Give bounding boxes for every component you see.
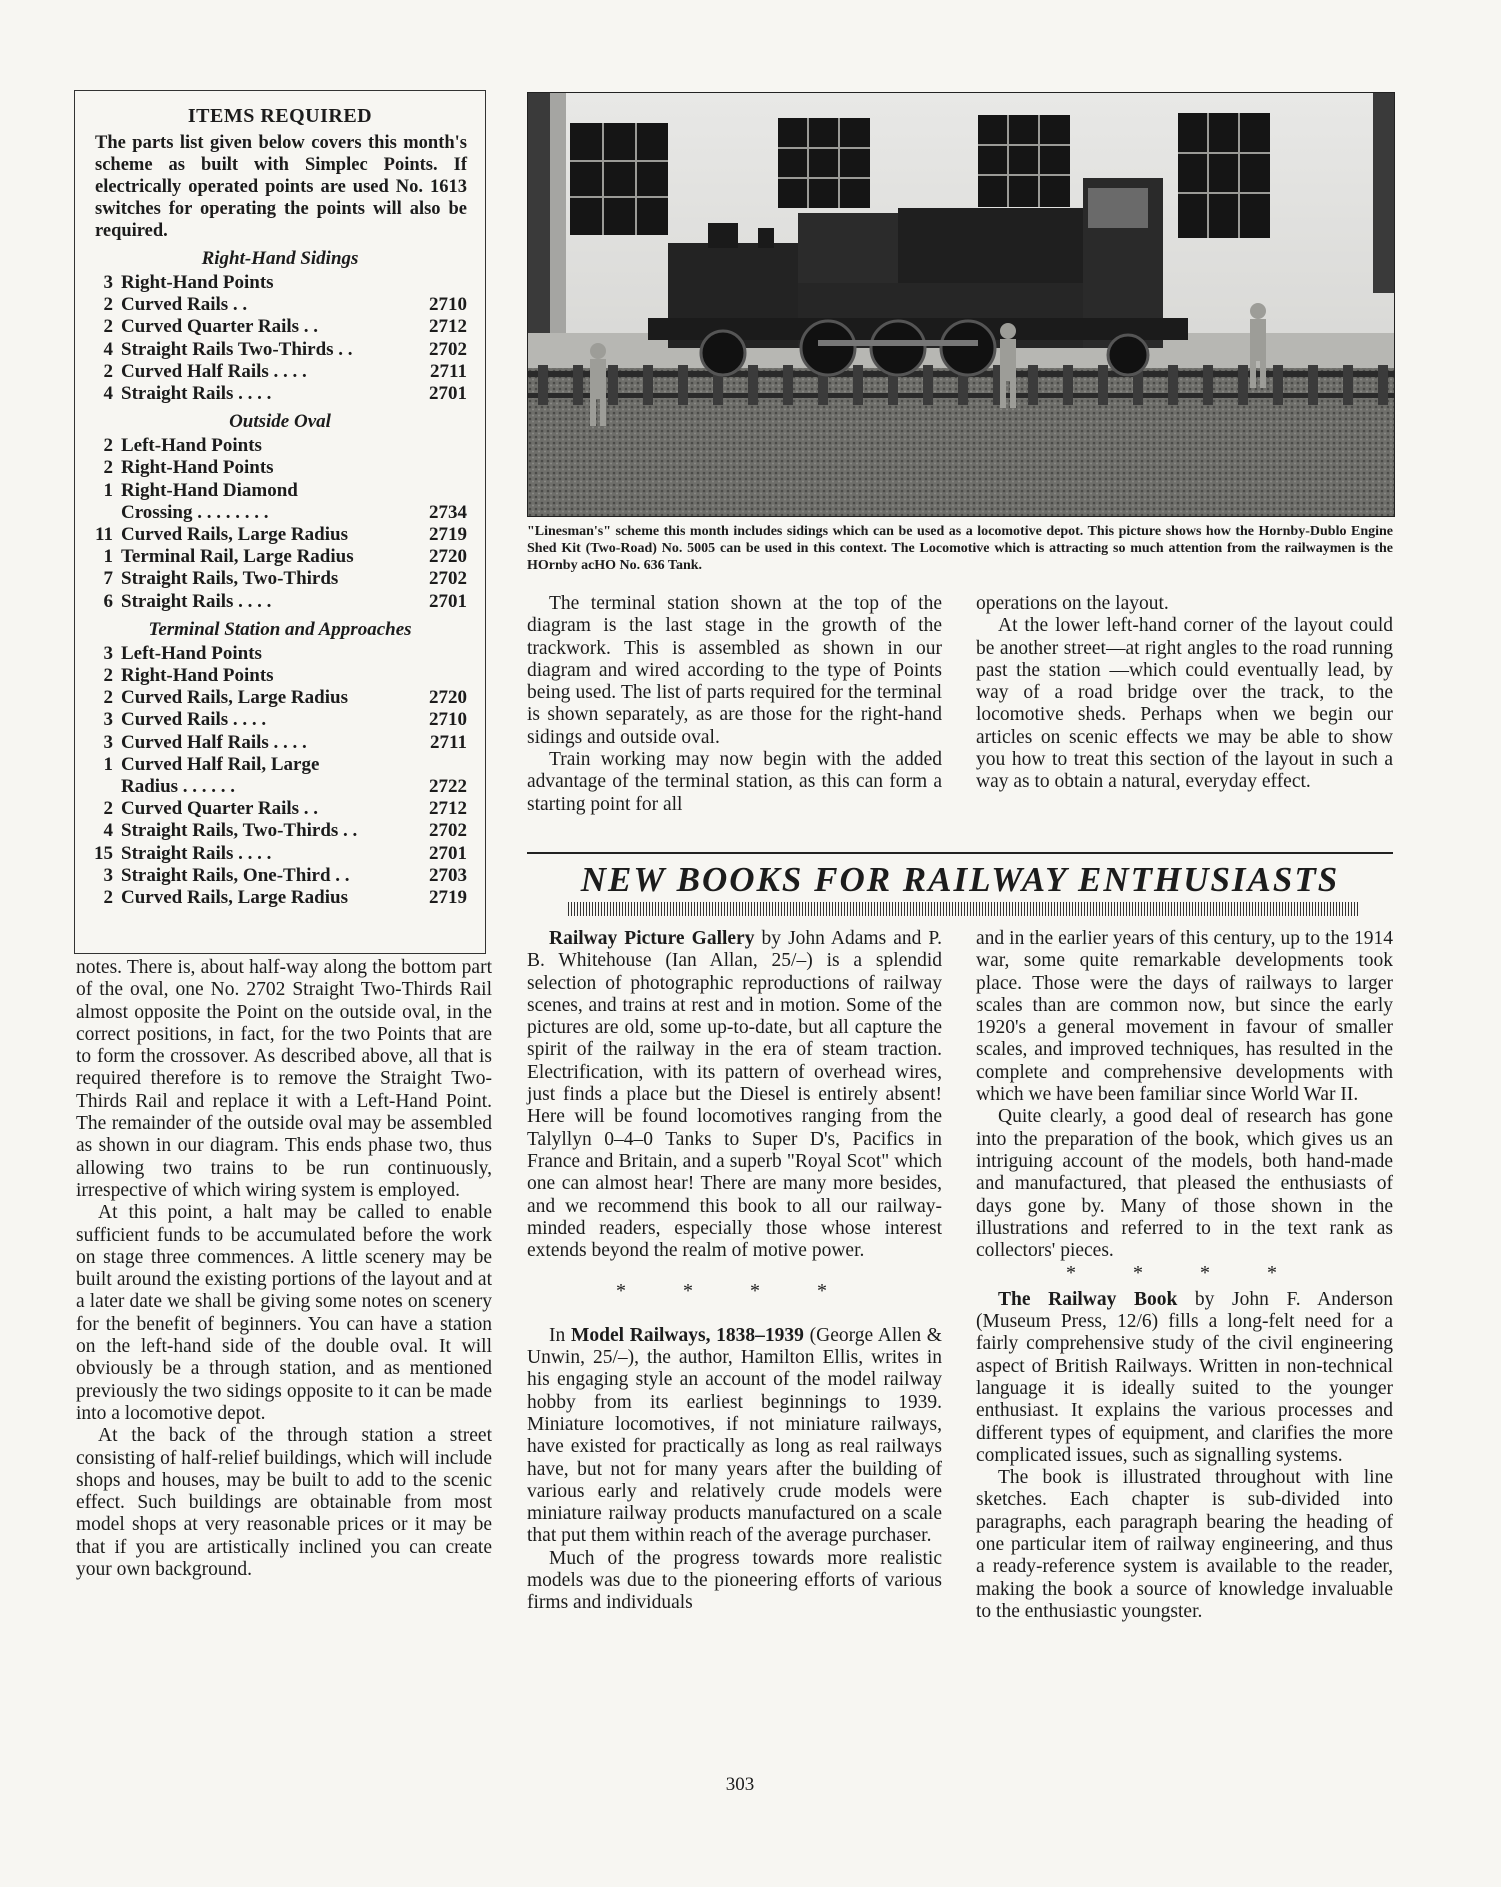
parts-row <box>75 687 485 709</box>
parts-section-heading: Terminal Station and Approaches <box>148 618 412 640</box>
paragraph: At the lower left-hand corner of the layout could be another street—at right angles to the road running past the station —which could eventually lead, by way of a road bridge over the track, to the locomotive sheds. Perhaps when we begin our articles on scenic effects we may be able to show you how to treat this section of the layout in such a way as to obtain a natural, everyday effect. <box>976 615 1393 793</box>
part-code: 2711 <box>430 360 467 382</box>
parts-row <box>75 798 485 820</box>
part-name: Curved Half Rail, Large <box>121 753 320 775</box>
book-title: Model Railways, 1838–1939 <box>570 1324 804 1346</box>
part-qty: 2 <box>103 887 113 909</box>
parts-row <box>75 643 485 665</box>
part-qty: 1 <box>103 546 113 568</box>
part-name: Radius . . . . . . <box>121 776 236 798</box>
parts-row <box>75 480 485 502</box>
part-code: 2719 <box>429 524 467 546</box>
locomotive-shed-image <box>528 93 1394 516</box>
part-qty: 2 <box>103 457 113 479</box>
book-review-text: by John Adams and P. B. Whitehouse (Ian Allan, 25/–) is a splendid selection of photographic reproductions of railway scenes, and trains at rest and in motion. Some of the pictures are old, some up-to-date, but all capture the spirit of the railway in the era of steam traction. Electrification, with its pattern of overhead wires, just finds a place but the Diesel is entirely absent! Here will be found locomotives ranging from the Talyllyn 0–4–0 Tanks to Super D's, Pacifics in France and Britain, and a superb "Royal Scot" which one can almost hear! There are many more besides, and we recommend this book to all our railway-minded readers, especially those whose interest extends beyond the realm of motive power. <box>527 928 942 1262</box>
part-name: Straight Rails . . . . <box>121 383 272 405</box>
books-column-2 <box>976 928 1393 1623</box>
separator-stars: * * * * <box>1066 1262 1303 1285</box>
part-name: Straight Rails, Two-Thirds <box>121 568 339 590</box>
paragraph: Quite clearly, a good deal of research has gone into the preparation of the book, which gives us an intriguing account of the models, both hand-made and manufactured, that pleased the enthusiasts of days gone by. Many of those shown in the illustrations and referred to in the text rank as collectors' pieces. <box>976 1106 1393 1262</box>
part-code: 2701 <box>429 842 467 864</box>
part-code: 2712 <box>429 798 467 820</box>
part-qty: 2 <box>103 294 113 316</box>
parts-row <box>75 272 485 294</box>
part-name: Curved Half Rails . . . . <box>121 731 307 753</box>
part-name: Right-Hand Diamond <box>121 479 298 501</box>
page-number: 303 <box>725 1774 755 1795</box>
part-code: 2711 <box>430 731 467 753</box>
paragraph: The book is illustrated throughout with line sketches. Each chapter is sub-divided into paragraphs, each paragraph bearing the heading of one particular item of railway engineering, and thus a ready-reference system is available to the reader, making the book a source of knowledge invaluable to the enthusiastic youngster. <box>976 1467 1393 1622</box>
part-qty: 3 <box>103 731 113 753</box>
book-review-1 <box>527 928 942 1262</box>
part-qty: 2 <box>103 435 113 457</box>
book-title: The Railway Book <box>998 1288 1178 1310</box>
parts-row <box>75 865 485 887</box>
part-qty: 15 <box>94 842 113 864</box>
items-intro: The parts list given below covers this month's scheme as built with Simplec Points. If electrically operated points are used No. 1613 switches for operating the points will also be required. <box>95 133 467 241</box>
books-column-1 <box>527 928 942 1615</box>
part-code: 2702 <box>429 338 467 360</box>
part-qty: 1 <box>103 753 113 775</box>
book-review-3 <box>976 1289 1393 1467</box>
parts-row <box>75 754 485 776</box>
part-qty: 4 <box>103 383 113 405</box>
part-code: 2719 <box>429 887 467 909</box>
book-review-2 <box>527 1325 942 1548</box>
paragraph: operations on the layout. <box>976 593 1169 614</box>
paragraph: and in the earlier years of this century, up to the 1914 war, some quite remarkable developments took place. Those were the days of railways to larger scales than are common now, but since the early 1920's a general movement in favour of smaller scales, and improved techniques, has resulted in the complete and comprehensive developments with which we have been familiar since World War II. <box>976 928 1393 1106</box>
parts-row <box>75 665 485 687</box>
part-name: Curved Rails, Large Radius <box>121 887 348 909</box>
parts-list <box>75 248 485 909</box>
part-qty: 3 <box>103 709 113 731</box>
part-code: 2720 <box>429 546 467 568</box>
part-name: Curved Rails . . <box>121 294 248 316</box>
part-name: Curved Rails . . . . <box>121 709 267 731</box>
part-name: Right-Hand Points <box>121 665 274 687</box>
part-name: Crossing . . . . . . . . <box>121 501 269 523</box>
part-qty: 11 <box>95 524 113 546</box>
paragraph: notes. There is, about half-way along the bottom part of the oval, one No. 2702 Straight Two-Thirds Rail almost opposite the Point on the outside oval, in the correct positions, in fact, for the two Points that are to form the crossover. As described above, all that is required therefore is to remove the Straight Two-Thirds Rail and replace it with a Left-Hand Point. The remainder of the outside oval may be assembled as shown in our diagram. This ends phase two, thus allowing two trains to be run continuously, irrespective of which wiring system is employed. <box>76 957 492 1201</box>
parts-row <box>75 732 485 754</box>
part-qty: 2 <box>103 360 113 382</box>
part-code: 2703 <box>429 864 467 886</box>
part-code: 2710 <box>429 294 467 316</box>
parts-row <box>75 820 485 842</box>
parts-row <box>75 457 485 479</box>
part-qty: 3 <box>103 642 113 664</box>
parts-section-heading: Outside Oval <box>229 411 331 433</box>
part-name: Right-Hand Points <box>121 457 274 479</box>
parts-section-heading: Right-Hand Sidings <box>201 248 359 269</box>
part-name: Straight Rails . . . . <box>121 842 272 864</box>
part-qty: 2 <box>103 687 113 709</box>
book-review-text: (George Allen & Unwin, 25/–), the author, Hamilton Ellis, writes in his engaging style an account of the model railway hobby from its earliest beginnings to 1939. Miniature locomotives, if not miniature railways, have existed for practically as long as real railways have, but not for many years after the building of various early and relatively crude models were miniature railway products manufactured on a scale that put them within reach of the average purchaser. <box>527 1324 942 1547</box>
paragraph: Train working may now begin with the added advantage of the terminal station, as this can form a starting point for all <box>527 749 942 815</box>
parts-row <box>75 887 485 909</box>
part-qty: 4 <box>103 338 113 360</box>
part-qty: 6 <box>103 590 113 612</box>
part-name: Curved Quarter Rails . . <box>121 316 319 338</box>
heading-hatch-decoration <box>568 902 1358 916</box>
mid-column-2 <box>976 593 1393 794</box>
part-qty: 7 <box>103 568 113 590</box>
part-name: Left-Hand Points <box>121 642 262 664</box>
part-code: 2734 <box>429 501 467 523</box>
parts-row <box>75 524 485 546</box>
parts-row <box>75 546 485 568</box>
items-title: ITEMS REQUIRED <box>187 105 373 127</box>
parts-row <box>75 843 485 865</box>
parts-row <box>75 591 485 613</box>
parts-row <box>75 435 485 457</box>
part-code: 2712 <box>429 316 467 338</box>
paragraph: Much of the progress towards more realistic models was due to the pioneering efforts of various firms and individuals <box>527 1547 942 1614</box>
part-name: Right-Hand Points <box>121 272 274 293</box>
part-code: 2702 <box>429 820 467 842</box>
parts-row <box>75 316 485 338</box>
part-code: 2701 <box>429 590 467 612</box>
left-column-text <box>76 957 492 1581</box>
parts-row <box>75 361 485 383</box>
part-name: Straight Rails . . . . <box>121 590 272 612</box>
mid-column-1 <box>527 593 942 816</box>
part-name: Terminal Rail, Large Radius <box>121 546 354 568</box>
parts-row <box>75 776 485 798</box>
part-name: Straight Rails, One-Third . . <box>121 864 350 886</box>
paragraph: At this point, a halt may be called to enable sufficient funds to be accumulated before the work on stage three commences. A little scenery may be built around the existing portions of the layout and at a later date we shall be giving some notes on scenery for the benefit of beginners. You can have a station on the left-hand side of the double oval. It will obviously be a through station, and as mentioned previously the two sidings opposite to it can be made into a locomotive depot. <box>76 1202 492 1424</box>
part-qty: 3 <box>103 272 113 293</box>
items-required-box <box>74 90 486 954</box>
paragraph: At the back of the through station a street consisting of half-relief buildings, which will include shops and houses, may be built to add to the scenic effect. Such buildings are obtainable from most model shops at very reasonable prices or it may be that if you are artistically inclined you can create your own background. <box>76 1425 492 1581</box>
part-name: Left-Hand Points <box>121 435 262 457</box>
parts-row <box>75 568 485 590</box>
part-qty: 4 <box>103 820 113 842</box>
part-name: Straight Rails Two-Thirds . . <box>121 338 353 360</box>
part-qty: 2 <box>103 665 113 687</box>
parts-row <box>75 339 485 361</box>
part-name: Straight Rails, Two-Thirds . . <box>121 820 358 842</box>
review-prefix: In <box>549 1324 571 1346</box>
book-review-text: by John F. Anderson (Museum Press, 12/6) fills a long-felt need for a fairly comprehensive study of the civil engineering aspect of British Railways. Written in non-technical language it is ideally suited to the younger enthusiast. It explains the various processes and different types of equipment, and clarifies the more complicated issues, such as signalling systems. <box>976 1288 1393 1466</box>
paragraph: The terminal station shown at the top of the diagram is the last stage in the growth of the trackwork. This is assembled as shown in our diagram and wired according to the type of Points being used. The list of parts required for the terminal is shown separately, as are those for the right-hand sidings and outside oval. <box>527 593 942 748</box>
part-name: Curved Half Rails . . . . <box>121 360 307 382</box>
parts-row <box>75 294 485 316</box>
part-code: 2710 <box>429 709 467 731</box>
part-code: 2702 <box>429 568 467 590</box>
part-code: 2701 <box>429 383 467 405</box>
locomotive-photo <box>527 92 1395 517</box>
part-name: Curved Rails, Large Radius <box>121 524 348 546</box>
part-qty: 3 <box>103 864 113 886</box>
separator-stars: * * * * <box>616 1280 853 1303</box>
part-qty: 2 <box>103 316 113 338</box>
parts-row <box>75 383 485 405</box>
photo-caption: "Linesman's" scheme this month includes sidings which can be used as a locomotive depot. This picture shows how the Hornby-Dublo Engine Shed Kit (Two-Road) No. 5005 can be used in this context. The Locomotive which is attracting so much attention from the railwaymen is the HOrnby acHO No. 636 Tank. <box>527 524 1393 573</box>
part-code: 2722 <box>429 776 467 798</box>
part-code: 2720 <box>429 687 467 709</box>
parts-row <box>75 502 485 524</box>
part-name: Curved Quarter Rails . . <box>121 798 319 820</box>
part-name: Curved Rails, Large Radius <box>121 687 348 709</box>
section-rule <box>527 852 1393 854</box>
parts-row <box>75 709 485 731</box>
part-qty: 2 <box>103 798 113 820</box>
books-heading: NEW BOOKS FOR RAILWAY ENTHUSIASTS <box>580 860 1340 899</box>
book-title: Railway Picture Gallery <box>549 928 755 949</box>
part-qty: 1 <box>103 479 113 501</box>
